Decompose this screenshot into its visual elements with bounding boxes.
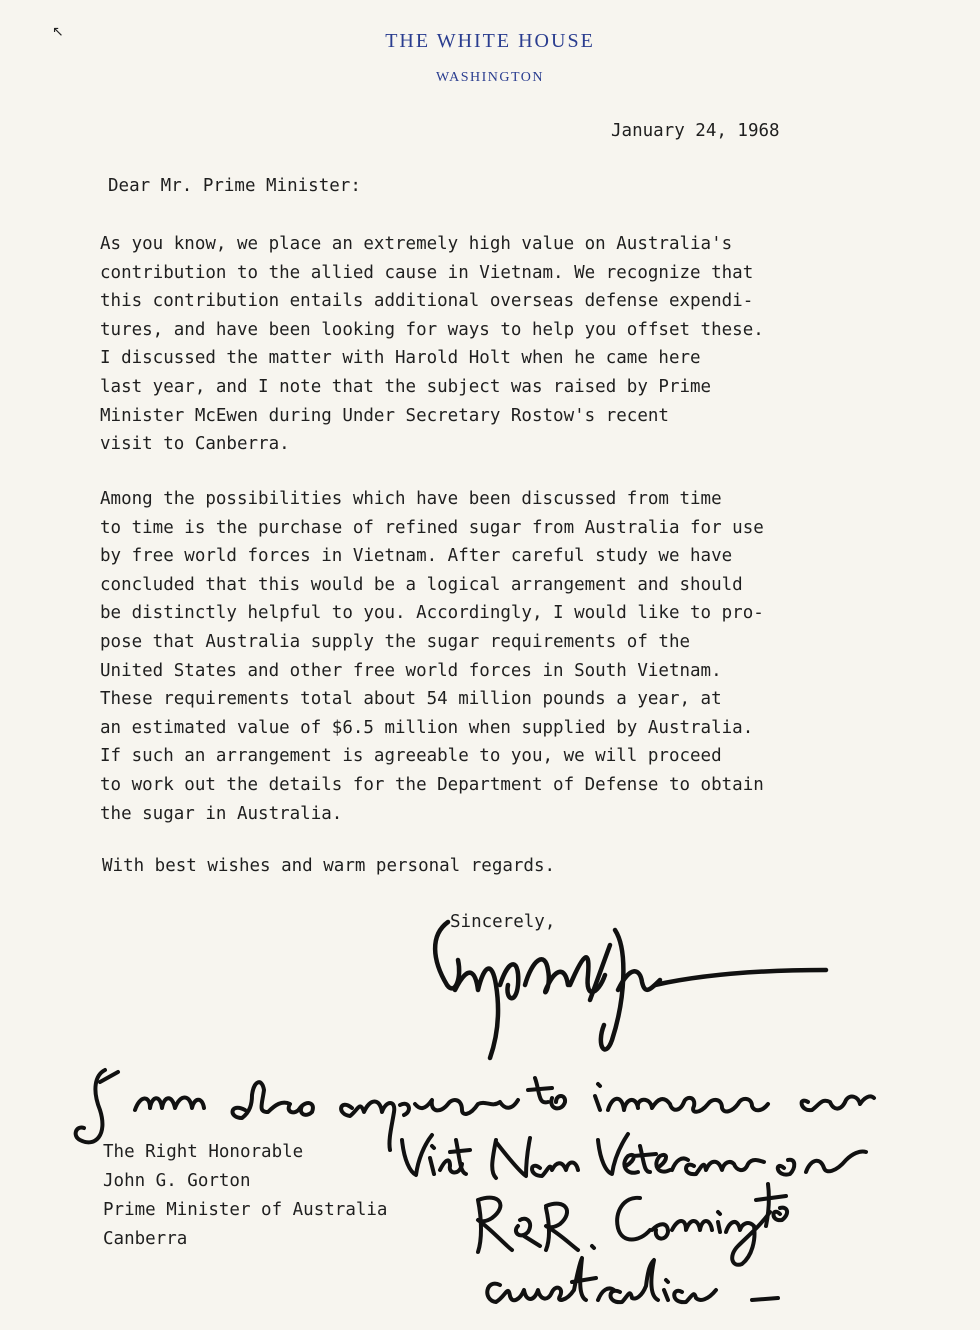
- paragraph-line: visit to Canberra.: [100, 434, 290, 455]
- paragraph-line: by free world forces in Vietnam. After careful study we have: [100, 546, 733, 567]
- paragraph-line: this contribution entails additional overseas defense expendi-: [100, 291, 754, 312]
- addressee-line: Canberra: [103, 1229, 188, 1249]
- handwritten-postscript: [76, 1070, 874, 1302]
- paragraph-line: Minister McEwen during Under Secretary Rostow's recent: [100, 405, 669, 426]
- addressee-line: John G. Gorton: [103, 1171, 251, 1191]
- paragraph-line: These requirements total about 54 million pounds a year, at: [100, 689, 722, 710]
- closing-line: With best wishes and warm personal regards.: [102, 856, 556, 876]
- paragraph-line: concluded that this would be a logical arrangement and should: [100, 574, 743, 595]
- paragraph-line: an estimated value of $6.5 million when supplied by Australia.: [100, 717, 754, 738]
- paragraph-line: to work out the details for the Department of Defense to obtain: [100, 774, 764, 795]
- complimentary-close: Sincerely,: [450, 912, 556, 932]
- margin-mark: ↖: [52, 24, 64, 40]
- paragraph-line: United States and other free world forces in South Vietnam.: [100, 660, 722, 681]
- salutation: Dear Mr. Prime Minister:: [108, 176, 361, 196]
- paragraph-line: last year, and I note that the subject was raised by Prime: [100, 376, 712, 397]
- paragraph-line: the sugar in Australia.: [100, 803, 343, 824]
- addressee-line: Prime Minister of Australia: [103, 1200, 388, 1220]
- paragraph-line: As you know, we place an extremely high value on Australia's: [100, 234, 733, 254]
- letterhead-title: THE WHITE HOUSE: [385, 30, 595, 52]
- paragraph-line: be distinctly helpful to you. Accordingly, I would like to pro-: [100, 603, 764, 624]
- paragraph-line: I discussed the matter with Harold Holt when he came here: [100, 348, 701, 369]
- paragraph-line: If such an arrangement is agreeable to you, we will proceed: [100, 746, 722, 767]
- letterhead-location: WASHINGTON: [435, 70, 545, 85]
- addressee-line: The Right Honorable: [103, 1142, 304, 1162]
- letter-date: January 24, 1968: [611, 121, 780, 141]
- paragraph-line: to time is the purchase of refined sugar from Australia for use: [100, 517, 764, 538]
- paragraph-line: contribution to the allied cause in Vietnam. We recognize that: [100, 262, 754, 283]
- paragraph-line: tures, and have been looking for ways to help you offset these.: [100, 319, 764, 340]
- paragraph-line: pose that Australia supply the sugar requirements of the: [100, 631, 691, 652]
- paragraph-line: Among the possibilities which have been discussed from time: [100, 489, 722, 509]
- signature: [435, 922, 826, 1058]
